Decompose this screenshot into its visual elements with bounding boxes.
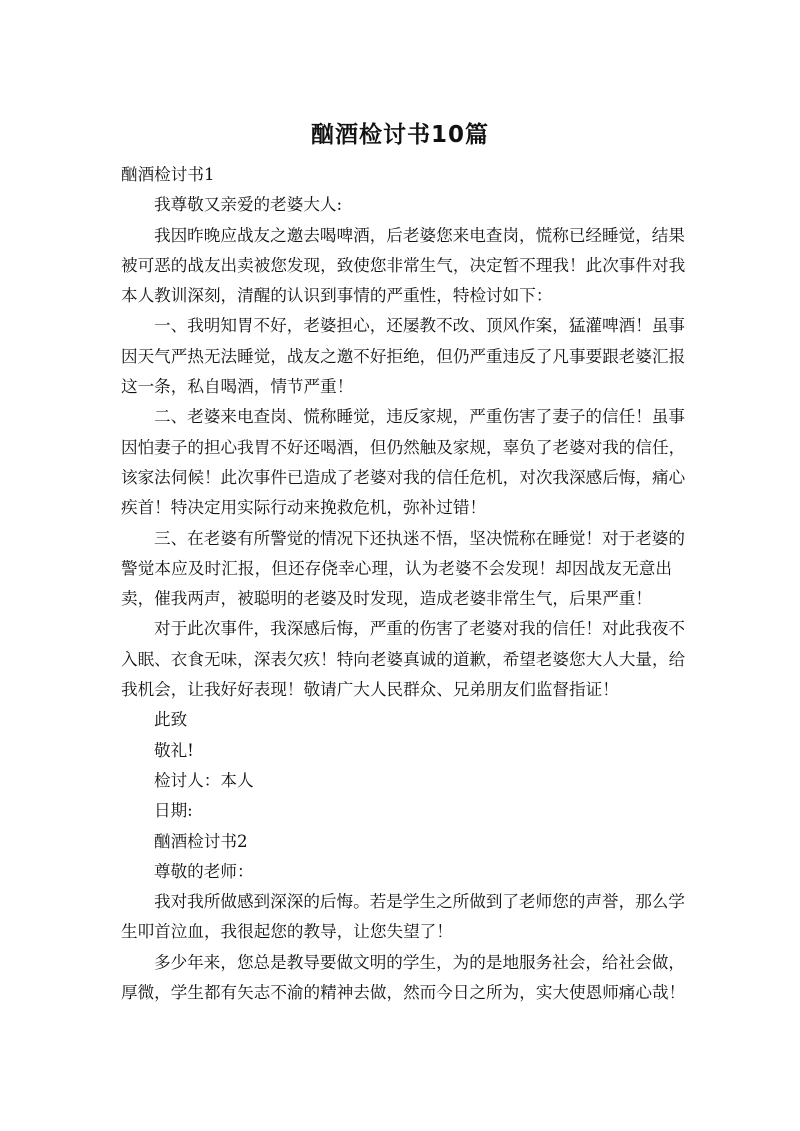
text-line: 对于此次事件，我深感后悔，严重的伤害了老婆对我的信任！对此我夜不	[154, 619, 685, 639]
text-line: 本人教训深刻，清醒的认识到事情的严重性，特检讨如下：	[121, 286, 553, 306]
text-line: 二、老婆来电查岗、慌称睡觉，违反家规，严重伤害了妻子的信任！虽事	[154, 407, 685, 427]
text-line: 我尊敬又亲爱的老婆大人:	[154, 195, 343, 215]
text-line: 三、在老婆有所警觉的情况下还执迷不悟，坚决慌称在睡觉！对于老婆的	[154, 528, 685, 548]
text-line: 检讨人：本人	[154, 770, 254, 790]
text-line: 该家法伺候！此次事件已造成了老婆对我的信任危机，对次我深感后悔，痛心	[121, 467, 686, 487]
text-line: 此致	[154, 710, 188, 730]
text-line: 我因昨晚应战友之邀去喝啤酒，后老婆您来电查岗，慌称已经睡觉，结果	[154, 225, 685, 245]
text-line: 多少年来，您总是教导要做文明的学生，为的是地服务社会，给社会做，	[154, 952, 685, 972]
text-line: 日期:	[154, 801, 193, 821]
text-line: 卖，催我两声，被聪明的老婆及时发现，造成老婆非常生气，后果严重！	[121, 589, 652, 609]
text-line: 入眠、衣食无味，深表欠疚！特向老婆真诚的道歉，希望老婆您大人大量，给	[121, 649, 686, 669]
text-line: 生叩首泣血，我很起您的教导，让您失望了！	[121, 922, 453, 942]
text-line: 酗酒检讨书2	[154, 831, 248, 851]
text-line: 疾首！特决定用实际行动来挽救危机，弥补过错！	[121, 498, 487, 518]
text-line: 因怕妻子的担心我胃不好还喝酒，但仍然触及家规，辜负了老婆对我的信任，	[121, 437, 686, 457]
text-line: 酗酒检讨书1	[121, 165, 215, 184]
document-body	[121, 160, 686, 1008]
text-line: 厚微，学生都有矢志不渝的精神去做，然而今日之所为，实大使恩师痛心哉！	[121, 983, 686, 1003]
text-line: 我对我所做感到深深的后悔。若是学生之所做到了老师您的声誉，那么学	[154, 892, 685, 912]
text-line: 我机会，让我好好表现！敬请广大人民群众、兄弟朋友们监督指证！	[121, 680, 619, 700]
text-line: 被可恶的战友出卖被您发现，致使您非常生气，决定暂不理我！此次事件对我	[121, 255, 686, 275]
text-line: 一、我明知胃不好，老婆担心，还屡教不改、顶风作案，猛灌啤酒！虽事	[154, 316, 685, 336]
text-line: 因天气严热无法睡觉，战友之邀不好拒绝，但仍严重违反了凡事要跟老婆汇报	[121, 346, 686, 366]
document-title: 酗酒检讨书10篇	[310, 122, 489, 148]
text-line: 敬礼!	[154, 740, 194, 760]
text-line: 警觉本应及时汇报，但还存侥幸心理，认为老婆不会发现！却因战友无意出	[121, 558, 672, 578]
text-line: 这一条，私自喝酒，情节严重！	[121, 377, 354, 397]
text-line: 尊敬的老师：	[154, 861, 254, 881]
